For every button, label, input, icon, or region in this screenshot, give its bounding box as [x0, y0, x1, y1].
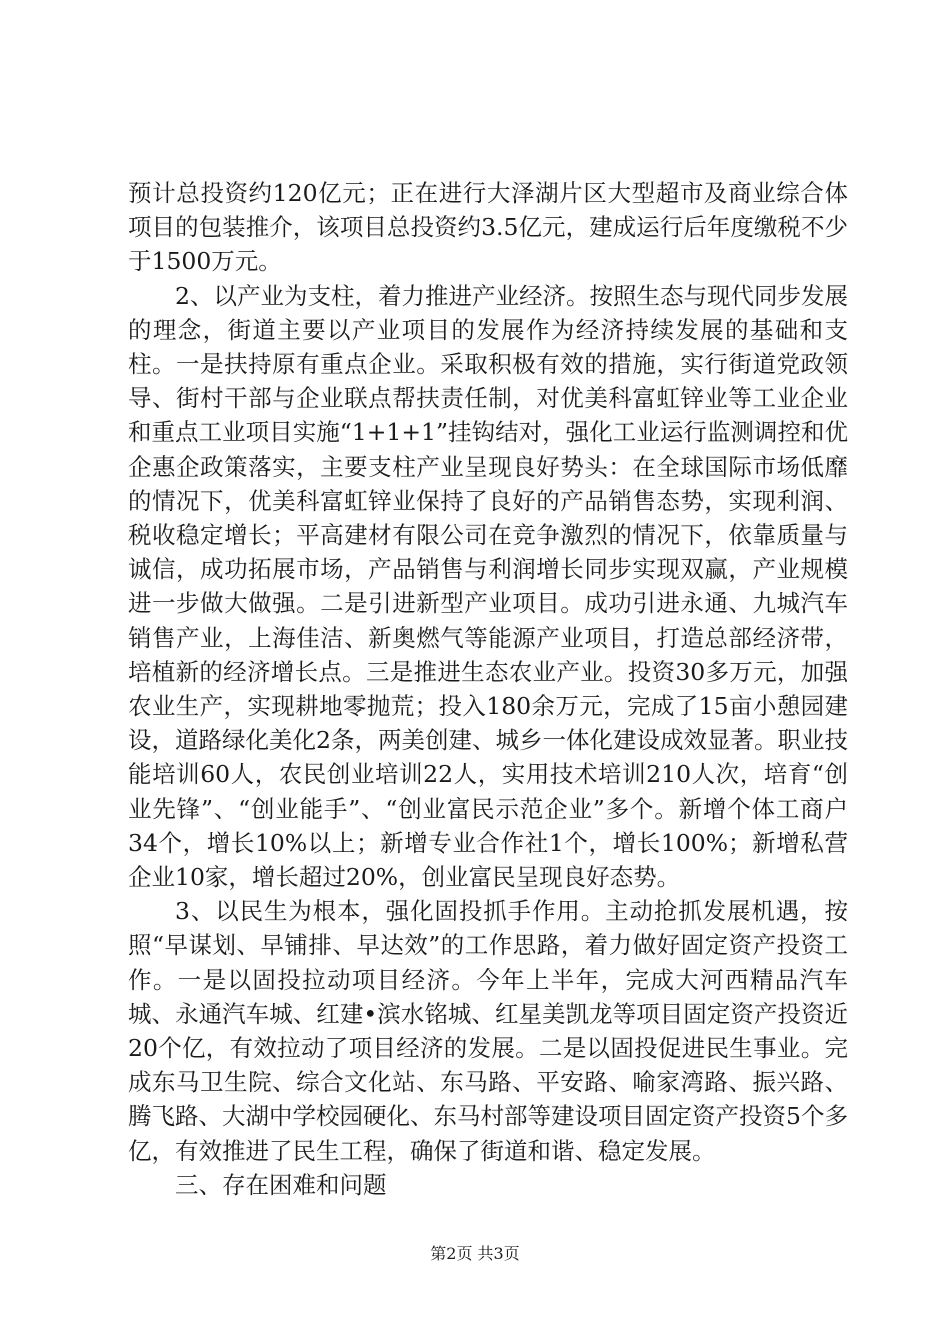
document-body: [128, 176, 848, 1202]
section-heading-difficulties: 三、存在困难和问题: [175, 1170, 387, 1199]
paragraph-fixed-investment: 3、以民生为根本，强化固投抓手作用。主动抢抓发展机遇，按照“早谋划、早铺排、早达效”的工作思路，着力做好固定资产投资工作。一是以固投拉动项目经济。今年上半年，完成大河西精品汽车城、永通汽车城、红建•滨水铭城、红星美凯龙等项目固定资产投资近20个亿，有效拉动了项目经济的发展。二是以固投促进民生事业。完成东马卫生院、综合文化站、东马路、平安路、喻家湾路、振兴路、腾飞路、大湖中学校园硬化、东马村部等建设项目固定资产投资5个多亿，有效推进了民生工程，确保了街道和谐、稳定发展。: [128, 897, 848, 1165]
page-number-footer: 第2页 共3页: [430, 1244, 520, 1263]
paragraph-industry-economy: 2、以产业为支柱，着力推进产业经济。按照生态与现代同步发展的理念，街道主要以产业项目的发展作为经济持续发展的基础和支柱。一是扶持原有重点企业。采取积极有效的措施，实行街道党政领导、街村干部与企业联点帮扶责任制，对优美科富虹锌业等工业企业和重点工业项目实施“1+1+1”挂钩结对，强化工业运行监测调控和优企惠企政策落实，主要支柱产业呈现良好势头：在全球国际市场低靡的情况下，优美科富虹锌业保持了良好的产品销售态势，实现利润、税收稳定增长；平高建材有限公司在竞争激烈的情况下，依靠质量与诚信，成功拓展市场，产品销售与利润增长同步实现双赢，产业规模进一步做大做强。二是引进新型产业项目。成功引进永通、九城汽车销售产业，上海佳洁、新奥燃气等能源产业项目，打造总部经济带，培植新的经济增长点。三是推进生态农业产业。投资30多万元，加强农业生产，实现耕地零抛荒；投入180余万元，完成了15亩小憩园建设，道路绿化美化2条，两美创建、城乡一体化建设成效显著。职业技能培训60人，农民创业培训22人，实用技术培训210人次，培育“创业先锋”、“创业能手”、“创业富民示范企业”多个。新增个体工商户34个，增长10%以上；新增专业合作社1个，增长100%；新增私营企业10家，增长超过20%，创业富民呈现良好态势。: [128, 281, 848, 892]
paragraph-continuation: 预计总投资约120亿元；正在进行大泽湖片区大型超市及商业综合体项目的包装推介，该项目总投资约3.5亿元，建成运行后年度缴税不少于1500万元。: [128, 179, 848, 276]
